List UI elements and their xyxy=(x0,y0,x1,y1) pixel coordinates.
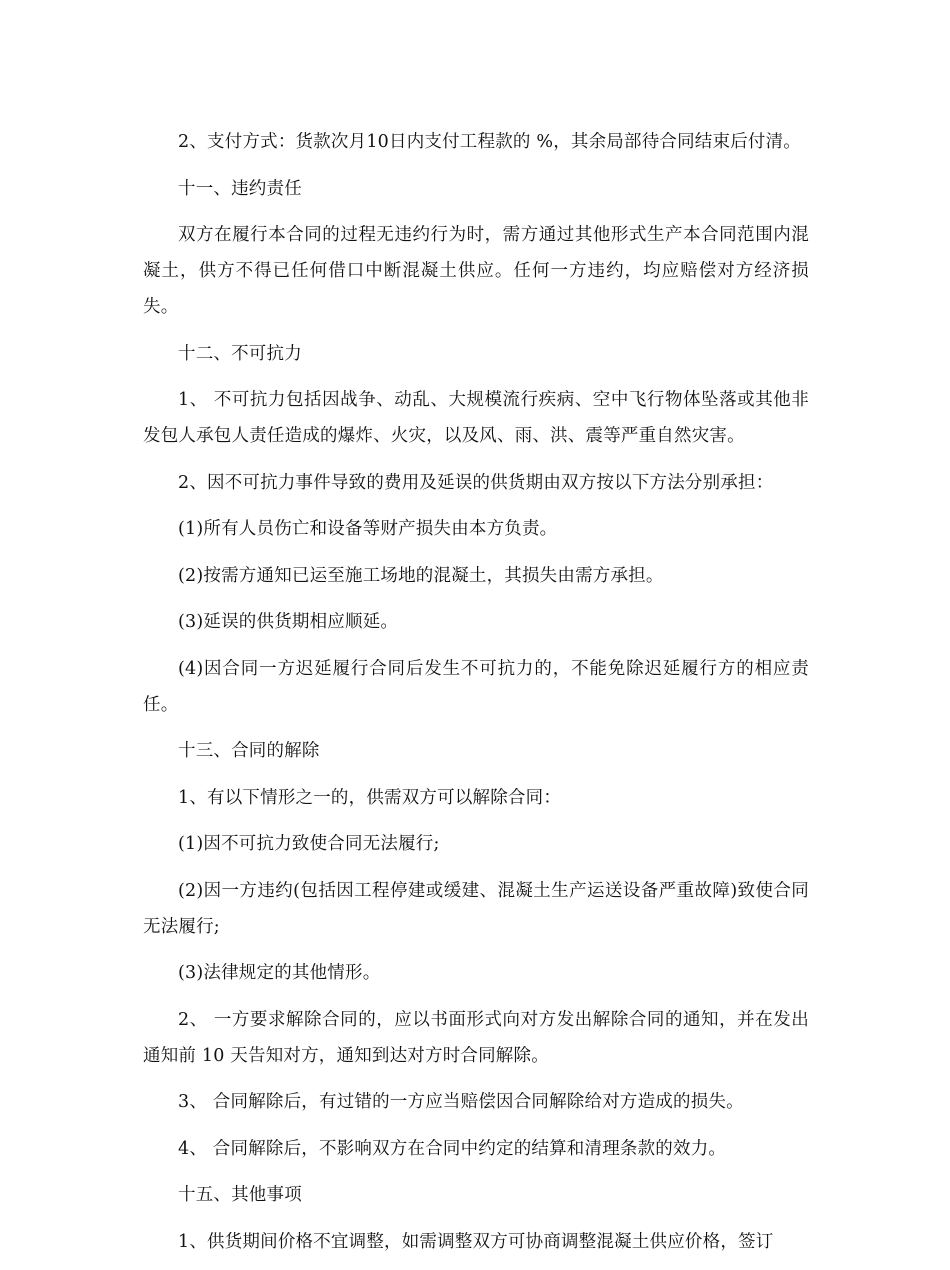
other-clause-1: 1、供货期间价格不宜调整，如需调整双方可协商调整混凝土供应价格，签订 xyxy=(178,1231,774,1252)
section-heading-breach: 十一、违约责任 xyxy=(178,178,302,199)
termination-item-1: (1)因不可抗力致使合同无法履行; xyxy=(178,834,440,854)
termination-clause-3: 3、 合同解除后，有过错的一方应当赔偿因合同解除给对方造成的损失。 xyxy=(178,1092,744,1112)
section-heading-termination: 十三、合同的解除 xyxy=(178,741,320,761)
force-majeure-item-3: (3)延误的供货期相应顺延。 xyxy=(178,612,399,632)
termination-item-3: (3)法律规定的其他情形。 xyxy=(178,963,381,983)
termination-clause-4: 4、 合同解除后，不影响双方在合同中约定的结算和清理条款的效力。 xyxy=(178,1138,727,1159)
force-majeure-item-4: (4)因合同一方迟延履行合同后发生不可抗力的，不能免除迟延履行方的相应责任。 xyxy=(143,658,809,715)
breach-paragraph: 双方在履行本合同的过程无违约行为时，需方通过其他形式生产本合同范围内混凝土，供方不得已任何借口中断混凝土供应。任何一方违约，均应赔偿对方经济损失。 xyxy=(143,225,809,317)
section-heading-force-majeure: 十二、不可抗力 xyxy=(178,343,302,364)
termination-clause-1: 1、有以下情形之一的，供需双方可以解除合同： xyxy=(178,787,562,808)
force-majeure-clause-2: 2、因不可抗力事件导致的费用及延误的供货期由双方按以下方法分别承担： xyxy=(178,472,774,493)
payment-method-paragraph: 2、支付方式：货款次月10日内支付工程款的 %，其余局部待合同结束后付清。 xyxy=(178,132,801,152)
force-majeure-item-1: (1)所有人员伤亡和设备等财产损失由本方负责。 xyxy=(178,519,558,539)
force-majeure-item-2: (2)按需方通知已运至施工场地的混凝土，其损失由需方承担。 xyxy=(178,565,664,586)
section-heading-other: 十五、其他事项 xyxy=(178,1185,302,1205)
termination-item-2: (2)因一方违约(包括因工程停建或缓建、混凝土生产运送设备严重故障)致使合同无法履行; xyxy=(143,880,809,937)
document-body xyxy=(143,124,809,1270)
termination-clause-2: 2、 一方要求解除合同的，应以书面形式向对方发出解除合同的通知，并在发出通知前 10 天告知对方，通知到达对方时合同解除。 xyxy=(143,1009,809,1066)
force-majeure-clause-1: 1、 不可抗力包括因战争、动乱、大规模流行疾病、空中飞行物体坠落或其他非发包人承包人责任造成的爆炸、火灾，以及风、雨、洪、震等严重自然灾害。 xyxy=(143,390,809,446)
